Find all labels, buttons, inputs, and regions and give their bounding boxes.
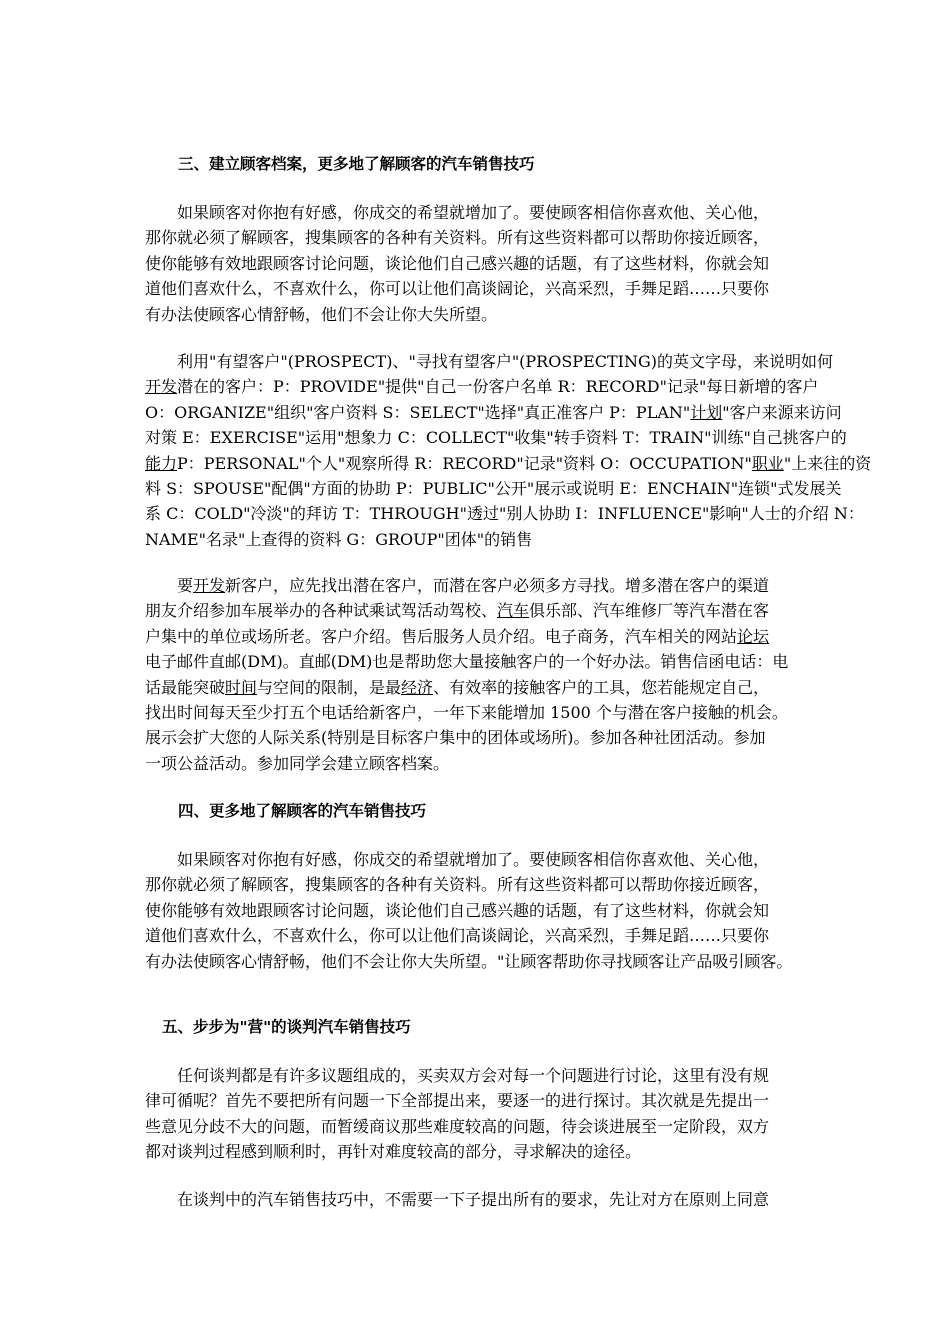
paragraph-line	[145, 598, 815, 623]
link-nengli[interactable]: 能力	[145, 453, 178, 473]
paragraph-line: 有办法使顾客心情舒畅，他们不会让你大失所望。"让顾客帮助你寻找顾客让产品吸引顾客。	[145, 951, 793, 971]
paragraph-line: 系 C：COLD"冷淡"的拜访 T：THROUGH"透过"别人协助 I：INFLUENCE"影响"人士的介绍 N：	[145, 504, 864, 524]
section-5-heading: 五、步步为"营"的谈判汽车销售技巧	[162, 1018, 411, 1036]
paragraph-line: 都对谈判过程感到顺利时，再针对难度较高的部分，寻求解决的途径。	[145, 1142, 642, 1162]
paragraph-line	[145, 573, 815, 598]
link-kaifa[interactable]: 开发	[145, 377, 178, 397]
line-text: 户集中的单位或场所老。客户介绍。售后服务人员介绍。电子商务，汽车相关的网站	[145, 626, 738, 646]
line-text: "客户来源来访问	[722, 402, 842, 422]
paragraph-line: 那你就必须了解顾客，搜集顾客的各种有关资料。所有这些资料都可以帮助你接近顾客，	[145, 875, 770, 895]
section-3-heading: 三、建立顾客档案，更多地了解顾客的汽车销售技巧	[178, 155, 535, 173]
paragraph-line: 对策 E：EXERCISE"运用"想象力 C：COLLECT"收集"转手资料 T：TRAIN"训练"自己挑客户的	[145, 428, 847, 448]
section-5-paragraph-1	[145, 1063, 815, 1165]
paragraph-line: NAME"名录"上查得的资料 G：GROUP"团体"的销售	[145, 529, 533, 549]
paragraph-line: 电子邮件直邮(DM)。直邮(DM)也是帮助您大量接触客户的一个好办法。销售信函电话：电	[145, 652, 789, 672]
link-luntan[interactable]: 论坛	[737, 626, 770, 646]
section-4-paragraph-1	[145, 847, 815, 974]
line-text: "上来往的资	[783, 453, 872, 473]
link-kaifa[interactable]: 开发	[193, 576, 226, 595]
line-text: 要	[177, 576, 194, 595]
paragraph-line: 有办法使顾客心情舒畅，他们不会让你大失所望。	[145, 304, 498, 324]
line-text: O：ORGANIZE"组织"客户资料 S：SELECT"选择"真正准客户 P：PLAN"	[145, 402, 691, 422]
paragraph-line: 如果顾客对你抱有好感，你成交的希望就增加了。要使顾客相信你喜欢他、关心他，	[177, 203, 770, 222]
link-shijian[interactable]: 时间	[225, 677, 258, 697]
link-zhiye[interactable]: 职业	[751, 453, 784, 473]
section-5-paragraph-2	[145, 1187, 815, 1212]
link-jihua[interactable]: 计划	[690, 402, 723, 422]
paragraph-line	[145, 675, 815, 700]
paragraph-line: 那你就必须了解顾客，搜集顾客的各种有关资料。所有这些资料都可以帮助你接近顾客，	[145, 228, 770, 248]
paragraph-line: 道他们喜欢什么，不喜欢什么，你可以让他们高谈阔论，兴高采烈，手舞足蹈……只要你	[145, 279, 770, 299]
paragraph-line: 道他们喜欢什么，不喜欢什么，你可以让他们高谈阔论，兴高采烈，手舞足蹈……只要你	[145, 926, 770, 946]
paragraph-line: 如果顾客对你抱有好感，你成交的希望就增加了。要使顾客相信你喜欢他、关心他，	[177, 850, 770, 869]
section-3-paragraph-1	[145, 200, 815, 327]
line-text: 话最能突破	[145, 677, 226, 697]
paragraph-line: 律可循呢？首先不要把所有问题一下全部提出来，要逐一的进行探讨。其次就是先提出一	[145, 1091, 770, 1111]
paragraph-line: 使你能够有效地跟顾客讨论问题，谈论他们自己感兴趣的话题，有了这些材料，你就会知	[145, 900, 770, 920]
paragraph-line	[145, 374, 819, 399]
line-text: 、有效率的接触客户的工具，您若能规定自己，	[433, 677, 770, 697]
line-text: 俱乐部、汽车维修厂等汽车潜在客	[529, 601, 770, 621]
line-text: 潜在的客户：P：PROVIDE"提供"自己一份客户名单 R：RECORD"记录"每日新增的客户	[177, 377, 819, 397]
link-qiche[interactable]: 汽车	[497, 601, 530, 621]
line-text: P：PERSONAL"个人"观察所得 R：RECORD"记录"资料 O：OCCUPATION"	[177, 453, 752, 473]
paragraph-line: 展示会扩大您的人际关系(特别是目标客户集中的团体或场所)。参加各种社团活动。参加	[145, 728, 766, 748]
line-text: 朋友介绍参加车展举办的各种试乘试驾活动驾校、	[145, 601, 498, 621]
paragraph-line	[145, 400, 842, 425]
paragraph-line: 在谈判中的汽车销售技巧中，不需要一下子提出所有的要求，先让对方在原则上同意	[177, 1190, 770, 1209]
paragraph-line: 找出时间每天至少打五个电话给新客户，一年下来能增加 1500 个与潜在客户接触的机会。	[145, 702, 788, 722]
section-3-paragraph-2	[145, 349, 872, 552]
line-text: 新客户，应先找出潜在客户，而潜在客户必须多方寻找。增多潜在客户的渠道	[225, 576, 770, 595]
section-3-paragraph-3	[145, 573, 815, 776]
paragraph-line	[145, 451, 872, 476]
line-text: 与空间的限制，是最	[257, 677, 402, 697]
paragraph-line: 些意见分歧不大的问题，而暂缓商议那些难度较高的问题，待会谈进展至一定阶段，双方	[145, 1116, 770, 1136]
paragraph-line: 使你能够有效地跟顾客讨论问题，谈论他们自己感兴趣的话题，有了这些材料，你就会知	[145, 253, 770, 273]
link-jingji[interactable]: 经济	[401, 677, 434, 697]
paragraph-line	[145, 624, 815, 649]
paragraph-line: 一项公益活动。参加同学会建立顾客档案。	[145, 753, 450, 773]
section-4-heading: 四、更多地了解顾客的汽车销售技巧	[178, 802, 427, 820]
paragraph-line: 利用"有望客户"(PROSPECT)、"寻找有望客户"(PROSPECTING)的英文字母，来说明如何	[177, 352, 834, 371]
paragraph-line: 任何谈判都是有许多议题组成的，买卖双方会对每一个问题进行讨论，这里有没有规	[177, 1066, 770, 1085]
paragraph-line: 料 S：SPOUSE"配偶"方面的协助 P：PUBLIC"公开"展示或说明 E：ENCHAIN"连锁"式发展关	[145, 478, 842, 498]
